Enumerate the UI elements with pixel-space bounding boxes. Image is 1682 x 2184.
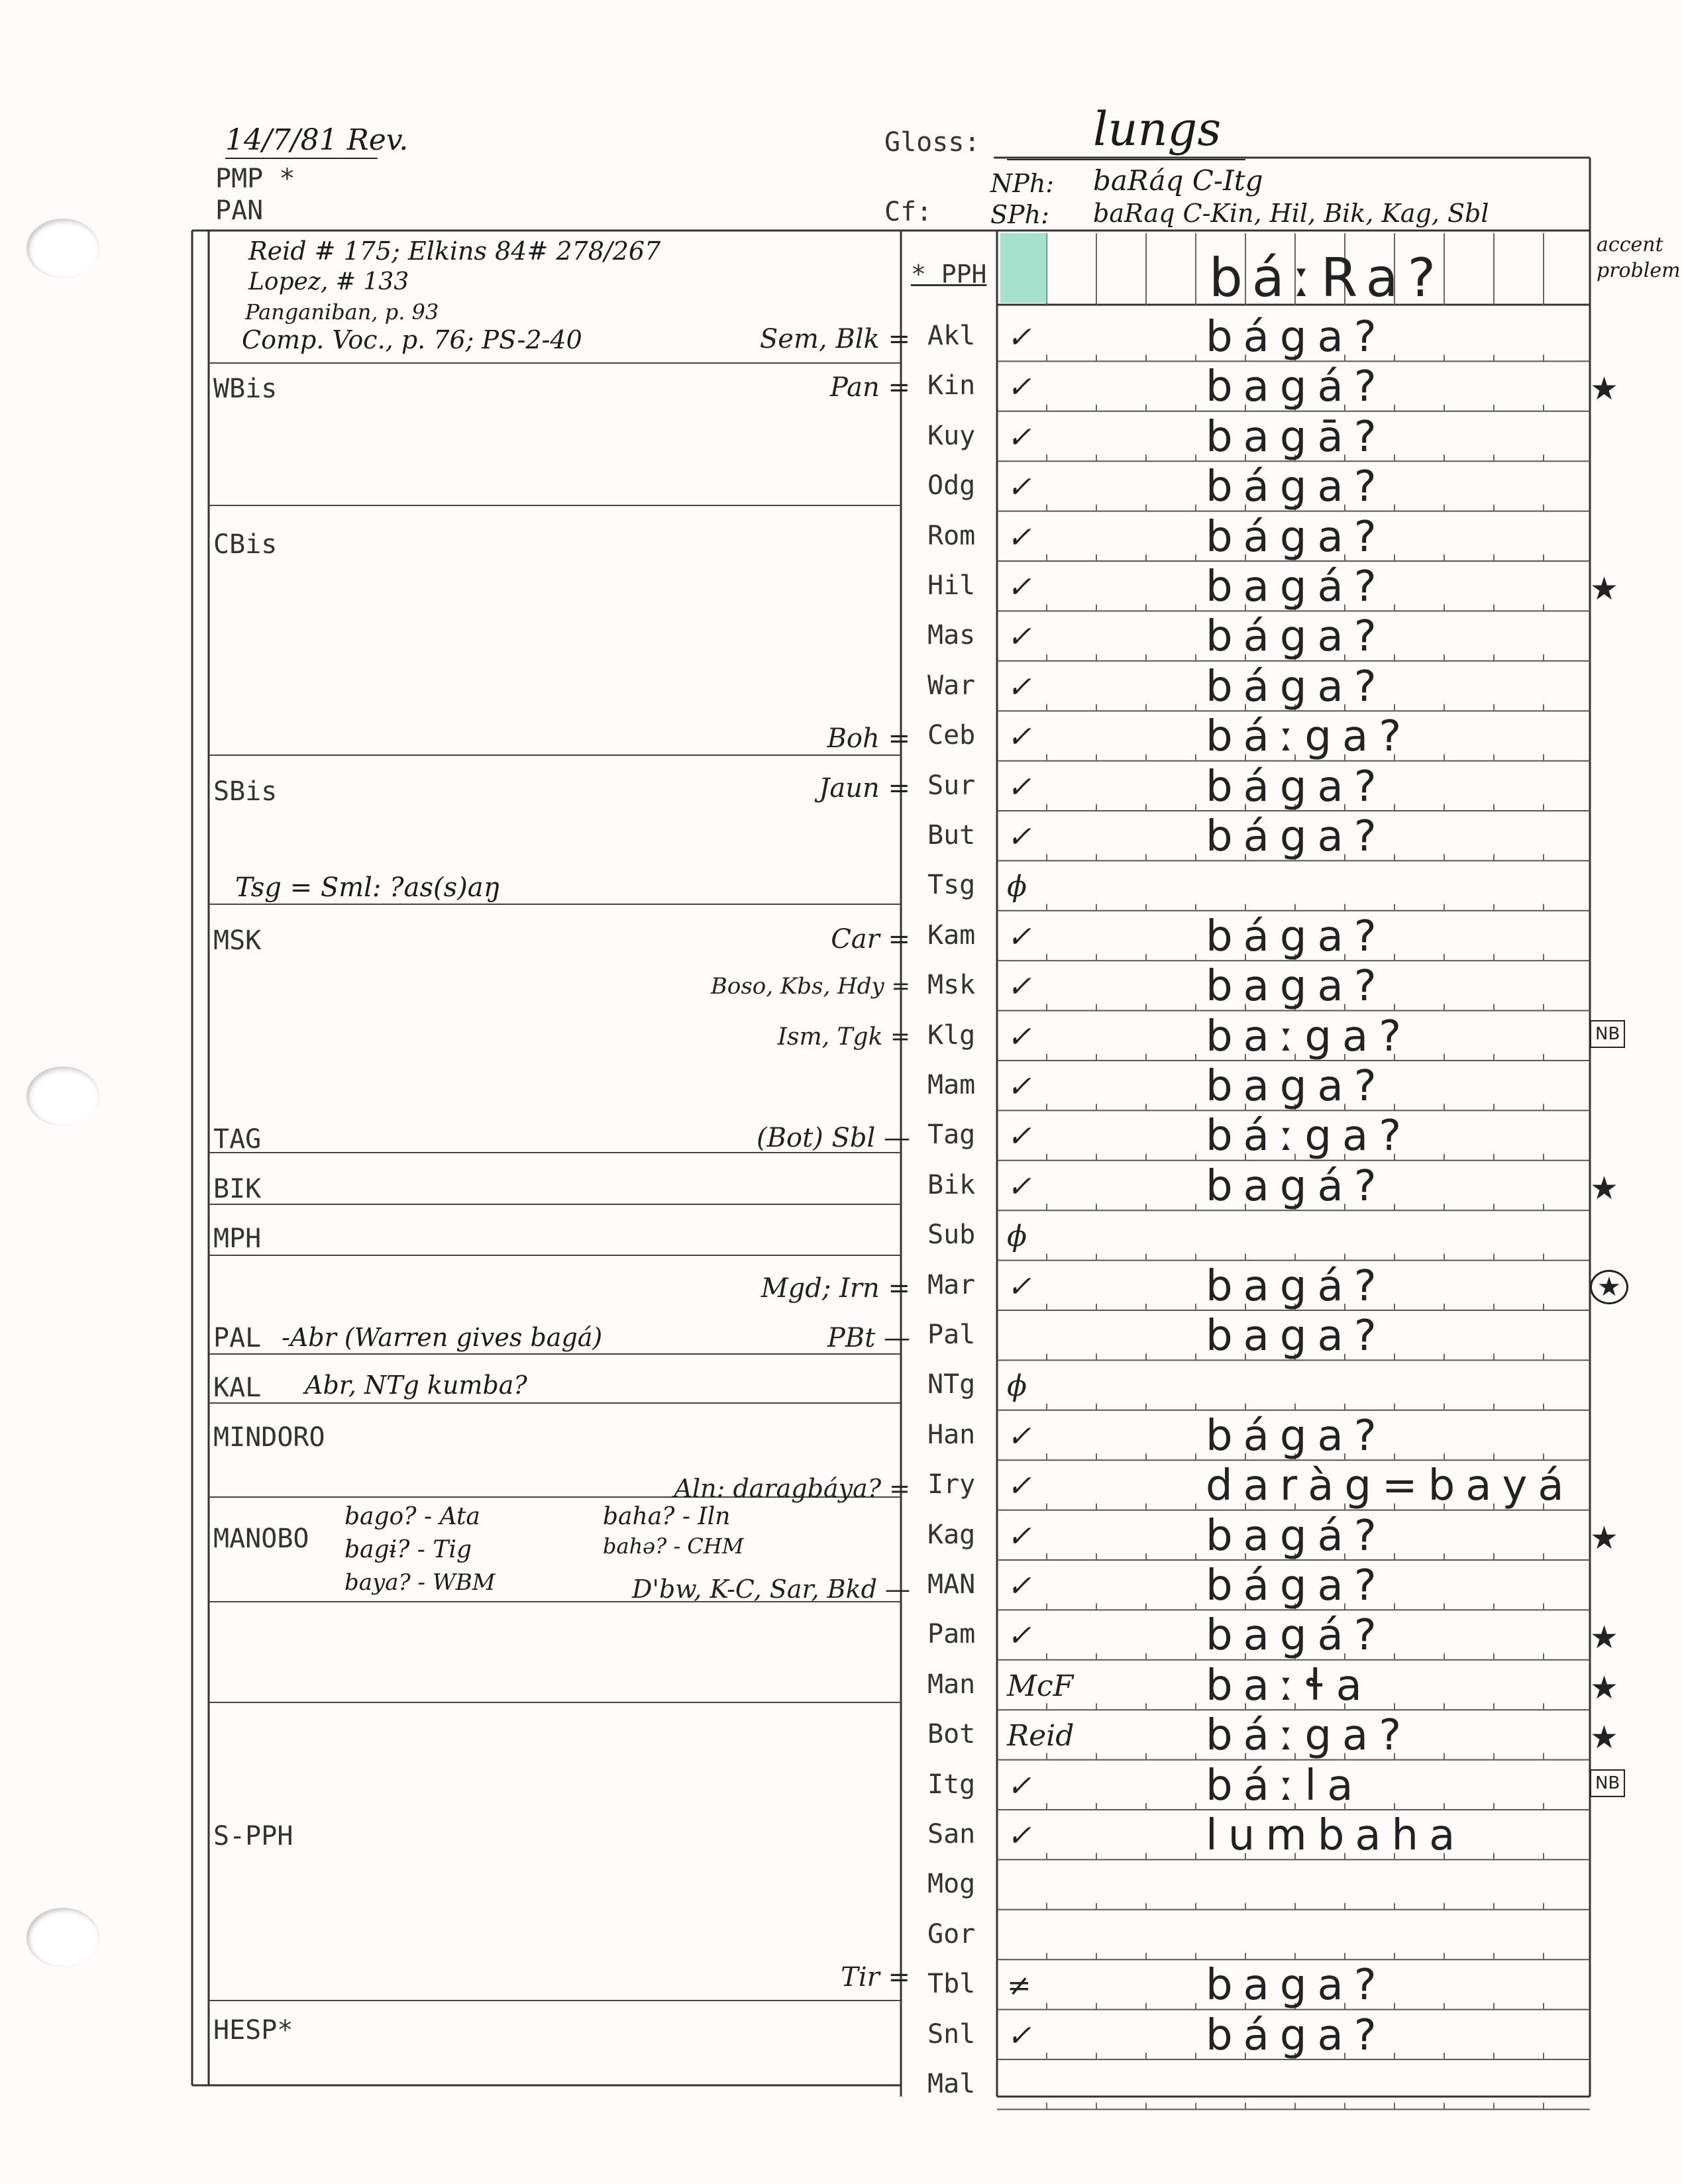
- equivalence-note: Aln: daragbáya? =: [674, 1474, 910, 1503]
- group-label: MANOBO: [213, 1524, 309, 1554]
- attestation-mark: ✓: [1007, 970, 1031, 1004]
- group-label: HESP*: [213, 2015, 293, 2046]
- attestation-mark: ✓: [1007, 1019, 1031, 1054]
- group-label: KAL: [213, 1373, 262, 1403]
- language-code: San: [927, 1819, 976, 1849]
- equivalence-note: Tir =: [841, 1962, 910, 1993]
- language-code: Bot: [927, 1719, 976, 1750]
- language-code: Ceb: [927, 720, 976, 751]
- language-row: [908, 811, 1663, 860]
- language-code: Msk: [927, 970, 976, 1001]
- attestation-mark: ✓: [1007, 1419, 1031, 1453]
- pal-note: -Abr (Warren gives bagá): [282, 1323, 603, 1352]
- reflex-note: ★: [1590, 370, 1619, 408]
- language-row: [908, 1061, 1663, 1110]
- reflex-note: ★: [1590, 1719, 1619, 1757]
- manobo-note: baya? - WBM: [344, 1569, 496, 1596]
- attestation-mark: ✓: [1007, 1819, 1031, 1853]
- language-row: [908, 1810, 1663, 1859]
- reflex-form: baːga?: [1206, 1012, 1412, 1061]
- reflex-form: bága?: [1206, 512, 1387, 562]
- reflex-form: bagá?: [1206, 1261, 1387, 1311]
- language-code: Mas: [927, 620, 976, 651]
- attestation-mark: ✓: [1007, 1519, 1031, 1553]
- language-row: [908, 911, 1663, 961]
- language-code: Odg: [927, 470, 976, 501]
- reflex-form: bága?: [1206, 911, 1387, 961]
- language-row: [908, 860, 1663, 910]
- language-code: Rom: [927, 520, 976, 551]
- language-code: Tsg: [927, 870, 976, 901]
- accent-problem-note: accent problem: [1597, 233, 1681, 282]
- language-row: [908, 411, 1663, 461]
- attestation-mark: ✓: [1007, 1070, 1031, 1104]
- reflex-note: ★: [1590, 1519, 1619, 1557]
- language-code: Pam: [927, 1619, 976, 1650]
- language-row: [908, 711, 1663, 760]
- attestation-mark: ✓: [1007, 1269, 1031, 1304]
- reflex-form: baga?: [1206, 1961, 1387, 2010]
- reflex-note: ★: [1590, 1169, 1619, 1207]
- equivalence-note: Boso, Kbs, Hdy =: [710, 973, 910, 1000]
- attestation-mark: ✓: [1007, 2018, 1031, 2053]
- reflex-form: bága?: [1206, 462, 1387, 512]
- language-code: Mal: [927, 2069, 976, 2099]
- pph-form: báːRa?: [1209, 247, 1445, 309]
- nph-label: NPh:: [990, 169, 1055, 198]
- attestation-mark: ✓: [1007, 820, 1031, 854]
- manobo-note: bagɨ? - Tig: [344, 1536, 472, 1563]
- language-row: [908, 1910, 1663, 1959]
- attestation-mark: ✓: [1007, 770, 1031, 804]
- language-code: MAN: [927, 1569, 976, 1600]
- attestation-mark: ✓: [1007, 1769, 1031, 1803]
- reflex-form: bagá?: [1206, 1511, 1387, 1561]
- reflex-form: bága?: [1206, 812, 1387, 861]
- reference-line: Panganiban, p. 93: [245, 299, 439, 325]
- reflex-note: ★: [1590, 1669, 1619, 1706]
- equivalence-note: Pan =: [830, 372, 910, 403]
- group-label: CBis: [213, 529, 278, 560]
- language-row: [908, 961, 1663, 1010]
- attestation-mark: ϕ: [1007, 1220, 1027, 1254]
- sph-label: SPh:: [990, 200, 1049, 229]
- gloss-label: Gloss:: [884, 127, 980, 158]
- language-code: Mar: [927, 1269, 976, 1300]
- group-label: WBis: [213, 374, 278, 404]
- manobo-note: bago? - Ata: [344, 1503, 480, 1530]
- attestation-mark: ✓: [1007, 1119, 1031, 1154]
- language-row: [908, 1261, 1663, 1310]
- pph-label: * PPH: [911, 260, 987, 289]
- language-code: Kam: [927, 919, 976, 951]
- language-code: Mog: [927, 1869, 976, 1900]
- language-code: But: [927, 820, 976, 851]
- group-label: S-PPH: [213, 1821, 293, 1851]
- attestation-mark: ϕ: [1007, 1369, 1027, 1404]
- reference-line: Comp. Voc., p. 76; PS-2-40: [242, 325, 582, 354]
- language-row: [908, 1859, 1663, 1909]
- gloss-value: lungs: [1093, 102, 1222, 156]
- cf-label: Cf:: [884, 197, 933, 227]
- attestation-mark: ✓: [1007, 670, 1031, 704]
- attestation-mark: ✓: [1007, 1169, 1031, 1204]
- reflex-form: bága?: [1206, 662, 1387, 711]
- reflex-form: bága?: [1206, 762, 1387, 811]
- group-label: MINDORO: [213, 1422, 325, 1453]
- reflex-note: ★: [1590, 1619, 1619, 1657]
- nph-value: baRáq C-Itg: [1093, 164, 1263, 197]
- language-code: Tbl: [927, 1969, 976, 2000]
- language-row: [908, 1560, 1663, 1610]
- reflex-note: ★: [1590, 1270, 1628, 1304]
- language-row: [908, 1360, 1663, 1410]
- language-row: [908, 1460, 1663, 1510]
- attestation-mark: ✓: [1007, 470, 1031, 505]
- language-row: [908, 761, 1663, 811]
- language-row: [908, 661, 1663, 711]
- language-row: [908, 1660, 1663, 1710]
- language-code: Snl: [927, 2018, 976, 2050]
- language-code: NTg: [927, 1369, 976, 1400]
- reflex-form: bagá?: [1206, 1611, 1387, 1661]
- attestation-mark: ✓: [1007, 919, 1031, 954]
- attestation-mark: ✓: [1007, 420, 1031, 454]
- kal-note: Abr, NTg kumba?: [305, 1371, 527, 1400]
- manobo-note: baha? - Iln: [603, 1503, 731, 1530]
- equivalence-note: Ism, Tgk =: [777, 1023, 910, 1051]
- language-code: Sur: [927, 770, 976, 801]
- reference-line: Reid # 175; Elkins 84# 278/267: [248, 236, 661, 266]
- reflex-note: NB: [1590, 1020, 1625, 1048]
- language-row: [908, 1710, 1663, 1759]
- attestation-mark: ✓: [1007, 1569, 1031, 1603]
- tsg-note: Tsg = Sml: ?as(s)aŋ: [235, 872, 501, 903]
- language-code: War: [927, 670, 976, 701]
- language-code: Bik: [927, 1169, 976, 1200]
- group-label: BIK: [213, 1174, 262, 1204]
- reflex-form: daràg=bayá: [1206, 1461, 1575, 1511]
- reflex-form: bága?: [1206, 1561, 1387, 1610]
- reflex-form: baga?: [1206, 1062, 1387, 1111]
- group-label: PAL: [213, 1323, 262, 1353]
- language-row: [908, 361, 1663, 411]
- language-code: Kin: [927, 370, 976, 401]
- attestation-mark: ✓: [1007, 321, 1031, 354]
- language-code: Kuy: [927, 420, 976, 451]
- language-code: Pal: [927, 1320, 976, 1350]
- reflex-note: ★: [1590, 570, 1619, 607]
- language-row: [908, 2010, 1663, 2059]
- attestation-mark: Reid: [1007, 1719, 1075, 1753]
- reference-line: Lopez, # 133: [248, 268, 409, 295]
- language-row: [908, 1510, 1663, 1560]
- reflex-form: báːga?: [1206, 1112, 1412, 1161]
- attestation-mark: ≠: [1007, 1969, 1031, 2003]
- group-label: MPH: [213, 1223, 262, 1254]
- reflex-form: báːla: [1206, 1761, 1364, 1810]
- language-code: Iry: [927, 1469, 976, 1500]
- attestation-mark: ✓: [1007, 1619, 1031, 1653]
- group-label: MSK: [213, 925, 262, 956]
- language-row: [908, 1959, 1663, 2009]
- language-row: [908, 1110, 1663, 1160]
- language-row: [908, 461, 1663, 511]
- language-row: [908, 1011, 1663, 1061]
- reflex-form: bága?: [1206, 612, 1387, 662]
- date-underline: [225, 158, 378, 159]
- group-label: TAG: [213, 1124, 262, 1155]
- language-row: [908, 2059, 1663, 2109]
- reflex-form: báːga?: [1206, 1711, 1412, 1761]
- language-row: [908, 1610, 1663, 1659]
- language-row: [908, 1760, 1663, 1810]
- reflex-form: baːɬa: [1206, 1661, 1373, 1710]
- language-row: [908, 1210, 1663, 1260]
- reflex-form: bagā?: [1206, 412, 1387, 462]
- equivalence-note: (Bot) Sbl —: [757, 1123, 910, 1153]
- equivalence-note: PBt —: [827, 1323, 910, 1353]
- language-code: Kag: [927, 1519, 976, 1550]
- reflex-form: bága?: [1206, 2010, 1387, 2060]
- attestation-mark: ✓: [1007, 720, 1031, 754]
- attestation-mark: ✓: [1007, 570, 1031, 604]
- group-label: SBis: [213, 776, 278, 807]
- sph-value: baRaq C-Kin, Hil, Bik, Kag, Sbl: [1093, 199, 1489, 228]
- language-row: [908, 611, 1663, 660]
- manobo-note: bahə? - CHM: [603, 1534, 744, 1559]
- language-code: Akl: [927, 321, 976, 351]
- language-row: [908, 1161, 1663, 1210]
- language-row: [908, 511, 1663, 561]
- reflex-form: bagá?: [1206, 362, 1387, 412]
- attestation-mark: ✓: [1007, 1469, 1031, 1504]
- language-code: Mam: [927, 1070, 976, 1100]
- reflex-form: baga?: [1206, 962, 1387, 1012]
- language-row: [908, 1310, 1663, 1360]
- reflex-form: baga?: [1206, 1312, 1387, 1361]
- reflex-form: báːga?: [1206, 712, 1412, 762]
- reflex-form: bága?: [1206, 1411, 1387, 1461]
- language-code: Itg: [927, 1769, 976, 1800]
- reflex-form: bagá?: [1206, 1161, 1387, 1211]
- language-row: [908, 311, 1663, 361]
- language-code: Han: [927, 1419, 976, 1450]
- language-code: Klg: [927, 1019, 976, 1051]
- equivalence-note: D'bw, K-C, Sar, Bkd —: [632, 1575, 910, 1604]
- pan-label: PAN: [215, 195, 264, 226]
- language-code: Gor: [927, 1918, 976, 1950]
- language-row: [908, 561, 1663, 611]
- equivalence-note: Jaun =: [819, 773, 910, 804]
- reflex-note: NB: [1590, 1769, 1625, 1797]
- language-code: Sub: [927, 1220, 976, 1251]
- language-code: Tag: [927, 1119, 976, 1151]
- equivalence-note: Sem, Blk =: [759, 324, 910, 354]
- attestation-mark: ✓: [1007, 370, 1031, 405]
- equivalence-note: Boh =: [827, 723, 910, 754]
- gloss-underline: [1007, 159, 1245, 160]
- attestation-mark: ϕ: [1007, 870, 1027, 904]
- attestation-mark: ✓: [1007, 620, 1031, 654]
- pmp-label: PMP *: [215, 164, 295, 194]
- language-code: Hil: [927, 570, 976, 601]
- language-code: Man: [927, 1669, 976, 1700]
- reflex-form: bagá?: [1206, 562, 1387, 611]
- date-revision: 14/7/81 Rev.: [225, 123, 409, 157]
- equivalence-note: Car =: [831, 924, 910, 955]
- language-row: [908, 1410, 1663, 1460]
- attestation-mark: McF: [1007, 1669, 1074, 1703]
- equivalence-note: Mgd; Irn =: [761, 1273, 910, 1304]
- attestation-mark: ✓: [1007, 520, 1031, 554]
- reflex-form: lumbaha: [1206, 1811, 1466, 1860]
- reflex-form: bága?: [1206, 313, 1387, 362]
